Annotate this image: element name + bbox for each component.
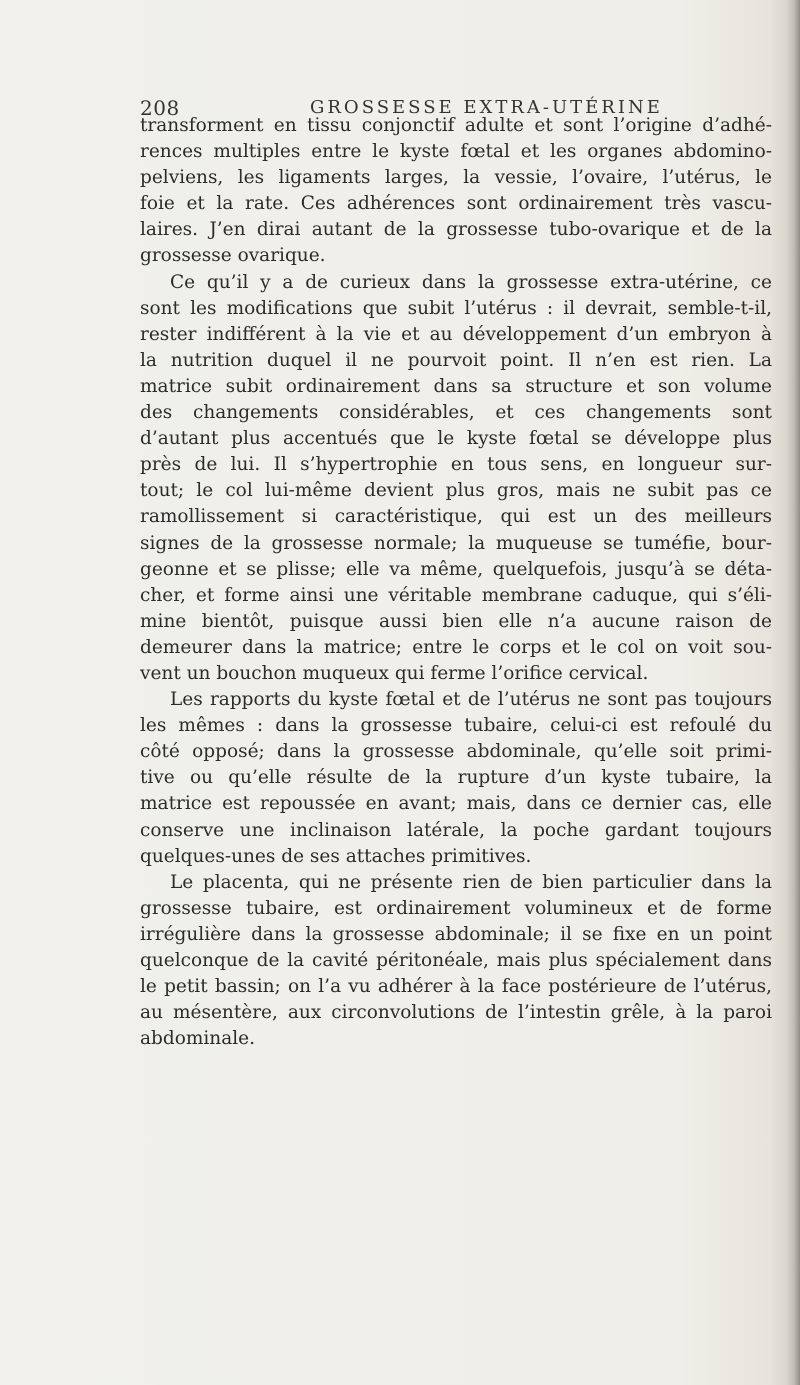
text-line: Ce qu’il y a de curieux dans la grossesse extra-utérine, ce [170, 271, 772, 293]
text-line: conserve une inclinaison latérale, la poche gardant toujours [140, 819, 772, 841]
text-line: rester indifférent à la vie et au développement d’un embryon à [140, 323, 772, 345]
text-line: abdominale. [140, 1028, 256, 1050]
text-line: geonne et se plisse; elle va même, quelquefois, jusqu’à se déta- [140, 558, 772, 580]
text-line: sont les modifications que subit l’utérus : il devrait, semble-t-il, [140, 297, 772, 319]
text-line: au mésentère, aux circonvolutions de l’intestin grêle, à la paroi [140, 1002, 772, 1024]
text-line: Le placenta, qui ne présente rien de bien particulier dans la [170, 871, 772, 893]
page-number: 208 [140, 96, 180, 120]
text-line: d’autant plus accentués que le kyste fœtal se développe plus [140, 428, 772, 450]
text-line: cher, et forme ainsi une véritable membrane caduque, qui s’éli- [140, 584, 772, 606]
text-line: transforment en tissu conjonctif adulte et sont l’origine d’adhé- [140, 115, 772, 136]
text-line: demeurer dans la matrice; entre le corps et le col on voit sou- [140, 636, 772, 658]
text-line: près de lui. Il s’hypertrophie en tous sens, en longueur sur- [140, 454, 772, 476]
text-line: les mêmes : dans la grossesse tubaire, celui-ci est refoulé du [140, 715, 772, 737]
text-line: laires. J’en dirai autant de la grossesse tubo-ovarique et de la [140, 219, 772, 241]
text-line: mine bientôt, puisque aussi bien elle n’a aucune raison de [140, 610, 772, 632]
text-line: matrice subit ordinairement dans sa structure et son volume [140, 375, 772, 397]
text-line: grossesse ovarique. [140, 245, 326, 267]
body-text [140, 113, 772, 1052]
text-line: le petit bassin; on l’a vu adhérer à la face postérieure de l’utérus, [140, 976, 772, 998]
text-line: tout; le col lui-même devient plus gros, mais ne subit pas ce [140, 480, 772, 502]
text-line: quelques-unes de ses attaches primitives. [140, 845, 532, 867]
page-edge-shadow [786, 0, 800, 1385]
text-line: signes de la grossesse normale; la muqueuse se tuméfie, bour- [140, 532, 772, 554]
text-line: vent un bouchon muqueux qui ferme l’orifice cervical. [140, 662, 649, 684]
text-line: des changements considérables, et ces changements sont [140, 402, 772, 424]
text-line: tive ou qu’elle résulte de la rupture d’un kyste tubaire, la [140, 767, 772, 789]
text-line: grossesse tubaire, est ordinairement volumineux et de forme [140, 897, 772, 919]
text-line: matrice est repoussée en avant; mais, dans ce dernier cas, elle [140, 793, 772, 815]
text-line: irrégulière dans la grossesse abdominale; il se fixe en un point [140, 923, 772, 945]
text-line: pelviens, les ligaments larges, la vessie, l’ovaire, l’utérus, le [140, 167, 772, 189]
text-line: Les rapports du kyste fœtal et de l’utérus ne sont pas toujours [170, 689, 772, 711]
text-line: ramollissement si caractéristique, qui est un des meilleurs [140, 506, 772, 528]
text-line: côté opposé; dans la grossesse abdominale, qu’elle soit primi- [140, 741, 772, 763]
text-line: la nutrition duquel il ne pourvoit point. Il n’en est rien. La [140, 349, 772, 371]
running-title: GROSSESSE EXTRA-UTÉRINE [310, 97, 663, 118]
text-line: foie et la rate. Ces adhérences sont ordinairement très vascu- [140, 193, 772, 215]
text-line: rences multiples entre le kyste fœtal et les organes abdomino- [140, 141, 772, 163]
text-line: quelconque de la cavité péritonéale, mais plus spécialement dans [140, 950, 772, 971]
